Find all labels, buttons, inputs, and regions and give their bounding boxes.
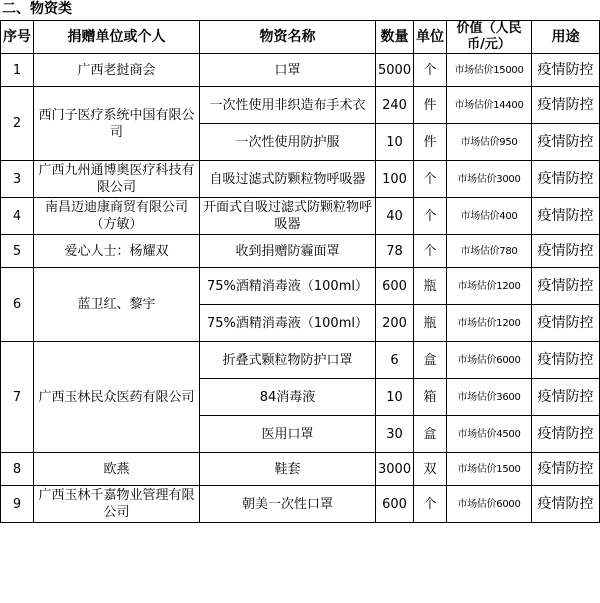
table-row — [1, 453, 600, 486]
header-row — [1, 21, 600, 54]
section-title: 二、物资类 — [2, 1, 72, 17]
cell-item: 折叠式颗粒物防护口罩 — [200, 342, 376, 379]
cell-donor: 广西九州通博奥医疗科技有限公司 — [34, 161, 200, 198]
header-value: 价值（人民币/元） — [447, 21, 532, 54]
cell-use: 疫情防控 — [532, 198, 600, 235]
table-row — [1, 198, 600, 235]
header-qty: 数量 — [376, 21, 414, 54]
cell-item: 开面式自吸过滤式防颗粒物呼吸器 — [200, 198, 376, 235]
cell-item: 75%酒精消毒液（100ml） — [200, 268, 376, 305]
cell-unit: 个 — [414, 486, 447, 523]
table-row — [1, 342, 600, 379]
cell-use: 疫情防控 — [532, 235, 600, 268]
cell-no: 5 — [1, 235, 34, 268]
cell-use: 疫情防控 — [532, 305, 600, 342]
cell-no: 6 — [1, 268, 34, 342]
cell-no: 3 — [1, 161, 34, 198]
cell-use: 疫情防控 — [532, 379, 600, 416]
header-item: 物资名称 — [200, 21, 376, 54]
cell-value: 市场估价1200 — [447, 305, 532, 342]
cell-unit: 盒 — [414, 342, 447, 379]
cell-unit: 盒 — [414, 416, 447, 453]
cell-value: 市场估价780 — [447, 235, 532, 268]
table-row — [1, 486, 600, 523]
cell-use: 疫情防控 — [532, 124, 600, 161]
cell-item: 自吸过滤式防颗粒物呼吸器 — [200, 161, 376, 198]
cell-unit: 箱 — [414, 379, 447, 416]
cell-use: 疫情防控 — [532, 416, 600, 453]
cell-use: 疫情防控 — [532, 87, 600, 124]
cell-qty: 10 — [376, 379, 414, 416]
cell-item: 一次性使用防护服 — [200, 124, 376, 161]
cell-item: 一次性使用非织造布手术衣 — [200, 87, 376, 124]
cell-donor: 广西玉林千嘉物业管理有限公司 — [34, 486, 200, 523]
cell-use: 疫情防控 — [532, 453, 600, 486]
cell-value: 市场估价1500 — [447, 453, 532, 486]
cell-item: 口罩 — [200, 54, 376, 87]
cell-use: 疫情防控 — [532, 161, 600, 198]
cell-qty: 5000 — [376, 54, 414, 87]
cell-item: 医用口罩 — [200, 416, 376, 453]
cell-qty: 100 — [376, 161, 414, 198]
cell-value: 市场估价3000 — [447, 161, 532, 198]
cell-value: 市场估价6000 — [447, 486, 532, 523]
cell-unit: 个 — [414, 161, 447, 198]
cell-item: 75%酒精消毒液（100ml） — [200, 305, 376, 342]
cell-donor: 广西老挝商会 — [34, 54, 200, 87]
cell-donor: 欧燕 — [34, 453, 200, 486]
cell-value: 市场估价14400 — [447, 87, 532, 124]
cell-no: 9 — [1, 486, 34, 523]
cell-unit: 个 — [414, 235, 447, 268]
cell-value: 市场估价400 — [447, 198, 532, 235]
cell-use: 疫情防控 — [532, 268, 600, 305]
cell-qty: 40 — [376, 198, 414, 235]
cell-no: 8 — [1, 453, 34, 486]
cell-unit: 瓶 — [414, 268, 447, 305]
cell-use: 疫情防控 — [532, 54, 600, 87]
cell-no: 7 — [1, 342, 34, 453]
header-no: 序号 — [1, 21, 34, 54]
cell-item: 收到捐赠防霾面罩 — [200, 235, 376, 268]
cell-value: 市场估价6000 — [447, 342, 532, 379]
cell-item: 鞋套 — [200, 453, 376, 486]
cell-donor: 爱心人士：杨耀双 — [34, 235, 200, 268]
cell-item: 84消毒液 — [200, 379, 376, 416]
cell-value: 市场估价950 — [447, 124, 532, 161]
cell-item: 朝美一次性口罩 — [200, 486, 376, 523]
cell-unit: 个 — [414, 198, 447, 235]
cell-unit: 件 — [414, 87, 447, 124]
cell-value: 市场估价15000 — [447, 54, 532, 87]
cell-qty: 6 — [376, 342, 414, 379]
cell-no: 4 — [1, 198, 34, 235]
cell-qty: 30 — [376, 416, 414, 453]
donation-table — [0, 20, 600, 523]
cell-unit: 件 — [414, 124, 447, 161]
cell-donor: 西门子医疗系统中国有限公司 — [34, 87, 200, 161]
cell-value: 市场估价1200 — [447, 268, 532, 305]
cell-donor: 广西玉林民众医药有限公司 — [34, 342, 200, 453]
cell-unit: 双 — [414, 453, 447, 486]
table-row — [1, 87, 600, 124]
header-unit: 单位 — [414, 21, 447, 54]
header-donor: 捐赠单位或个人 — [34, 21, 200, 54]
cell-unit: 个 — [414, 54, 447, 87]
cell-qty: 600 — [376, 486, 414, 523]
cell-qty: 78 — [376, 235, 414, 268]
cell-no: 2 — [1, 87, 34, 161]
cell-qty: 3000 — [376, 453, 414, 486]
table-row — [1, 235, 600, 268]
cell-qty: 200 — [376, 305, 414, 342]
table-row — [1, 54, 600, 87]
cell-qty: 600 — [376, 268, 414, 305]
cell-unit: 瓶 — [414, 305, 447, 342]
cell-value: 市场估价3600 — [447, 379, 532, 416]
header-use: 用途 — [532, 21, 600, 54]
table-row — [1, 268, 600, 305]
cell-donor: 南昌迈迪康商贸有限公司（方敏） — [34, 198, 200, 235]
table-row — [1, 161, 600, 198]
cell-value: 市场估价4500 — [447, 416, 532, 453]
cell-use: 疫情防控 — [532, 342, 600, 379]
cell-use: 疫情防控 — [532, 486, 600, 523]
cell-qty: 10 — [376, 124, 414, 161]
cell-no: 1 — [1, 54, 34, 87]
cell-qty: 240 — [376, 87, 414, 124]
cell-donor: 蓝卫红、黎宇 — [34, 268, 200, 342]
